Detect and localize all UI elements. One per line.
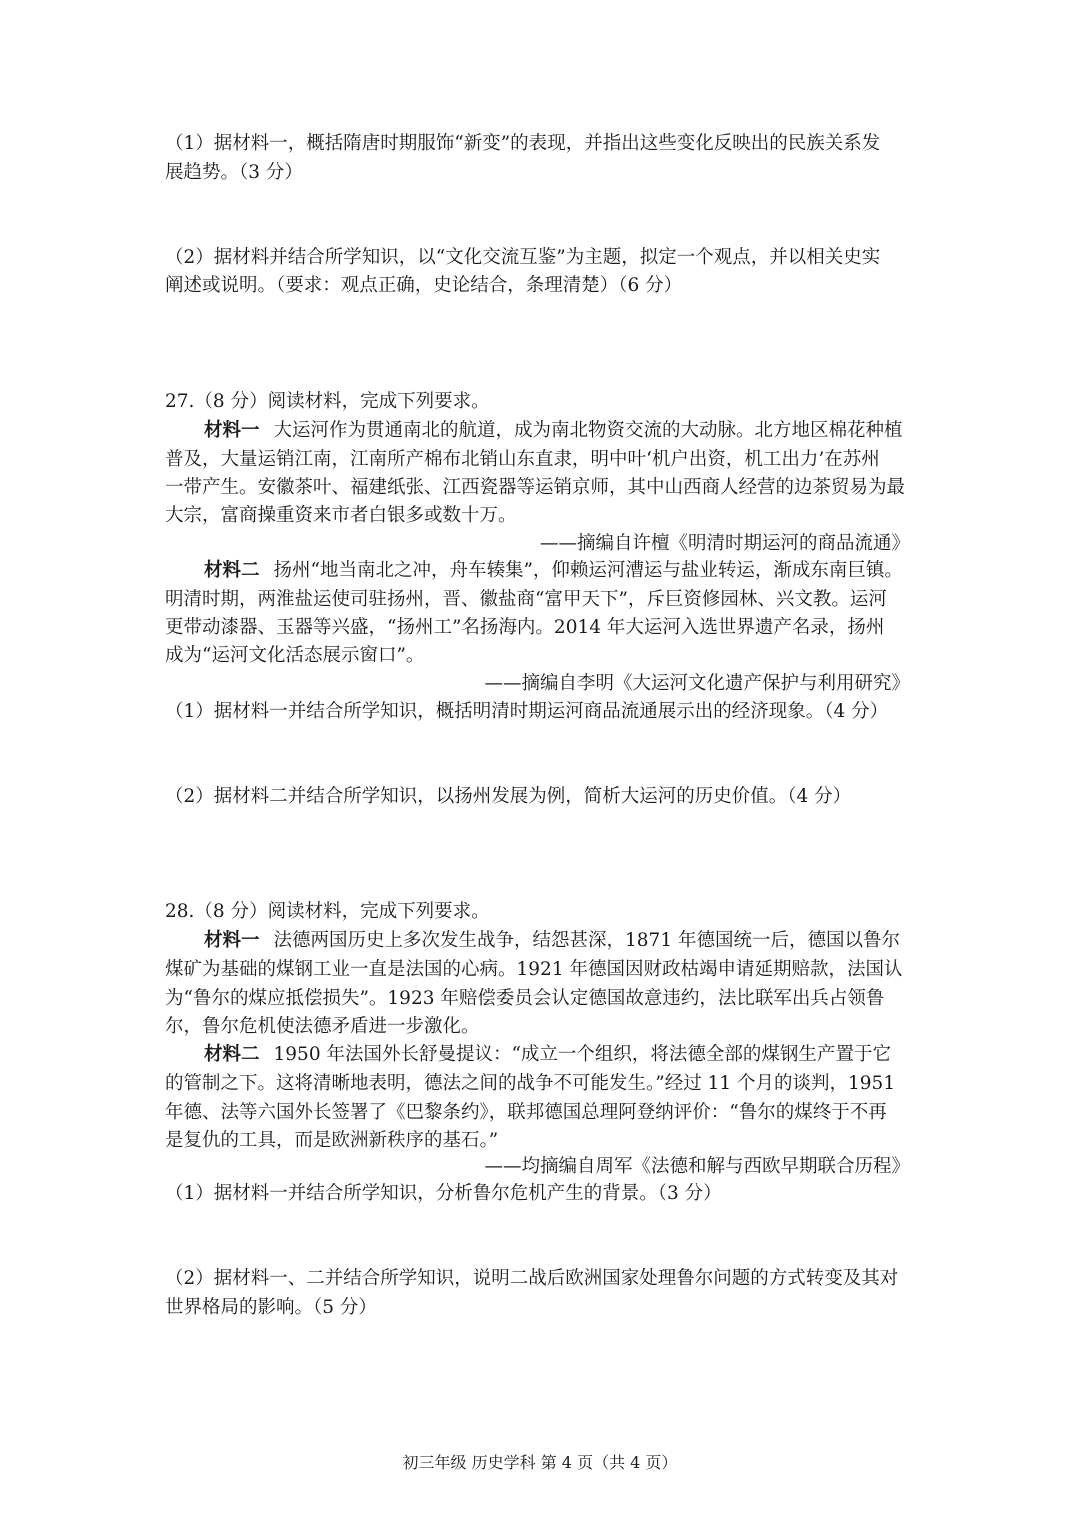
q27-material1-line3: 一带产生。安徽茶叶、福建纸张、江西瓷器等运销京师，其中山西商人经营的边茶贸易为最 bbox=[165, 477, 906, 498]
q27-material2-line2: 明清时期，两淮盐运使司驻扬州，晋、徽盐商“富甲天下”，斥巨资修园林、兴文教。运河 bbox=[165, 589, 887, 610]
q28-material2-line2: 的管制之下。这将清晰地表明，德法之间的战争不可能发生。”经过 11 个月的谈判，1951 bbox=[165, 1073, 896, 1094]
q27-heading: 27.（8 分）阅读材料，完成下列要求。 bbox=[165, 391, 490, 412]
q26-sub2-line1: （2）据材料并结合所学知识，以“文化交流互鉴”为主题，拟定一个观点，并以相关史实 bbox=[165, 247, 881, 268]
q28-source: ——均摘编自周军《法德和解与西欧早期联合历程》 bbox=[484, 1156, 910, 1177]
q27-material1-line2: 普及，大量运销江南，江南所产棉布北销山东直隶，明中叶‘机户出资，机工出力’在苏州 bbox=[165, 449, 880, 470]
q28-material2-label: 材料二 bbox=[204, 1044, 260, 1065]
q26-sub1-line1: （1）据材料一，概括隋唐时期服饰“新变”的表现，并指出这些变化反映出的民族关系发 bbox=[165, 133, 881, 154]
q27-material1-source: ——摘编自许檀《明清时期运河的商品流通》 bbox=[539, 533, 910, 554]
q28-material1-line2: 煤矿为基础的煤钢工业一直是法国的心病。1921 年德国因财政枯竭申请延期赔款，法国认 bbox=[165, 959, 903, 980]
q27-sub2: （2）据材料二并结合所学知识，以扬州发展为例，简析大运河的历史价值。（4 分） bbox=[165, 786, 852, 807]
page-footer: 初三年级 历史学科 第 4 页（共 4 页） bbox=[402, 1453, 678, 1472]
q28-heading: 28.（8 分）阅读材料，完成下列要求。 bbox=[165, 901, 490, 922]
q26-sub1-line2: 展趋势。（3 分） bbox=[165, 162, 303, 183]
q26-sub2-line2: 阐述或说明。（要求：观点正确，史论结合，条理清楚）（6 分） bbox=[165, 275, 683, 296]
q27-material2-line4: 成为“运河文化活态展示窗口”。 bbox=[165, 645, 425, 666]
q27-sub1: （1）据材料一并结合所学知识，概括明清时期运河商品流通展示出的经济现象。（4 分） bbox=[165, 701, 889, 722]
q27-material1-text: 大运河作为贯通南北的航道，成为南北物资交流的大动脉。北方地区棉花种植 bbox=[273, 420, 903, 441]
q28-material2-line1 bbox=[204, 1041, 891, 1069]
q28-material1-line3: 为“鲁尔的煤应抵偿损失”。1923 年赔偿委员会认定德国故意违约，法比联军出兵占领鲁 bbox=[165, 988, 885, 1009]
q28-material1-text: 法德两国历史上多次发生战争，结怨甚深，1871 年德国统一后，德国以鲁尔 bbox=[273, 930, 900, 951]
q27-material1-line4: 大宗，富商操重资来市者白银多或数十万。 bbox=[165, 505, 517, 526]
q28-material1-line4: 尔，鲁尔危机使法德矛盾进一步激化。 bbox=[165, 1016, 480, 1037]
q27-material2-label: 材料二 bbox=[204, 560, 260, 581]
q28-material1-label: 材料一 bbox=[204, 930, 260, 951]
q28-material2-text: 1950 年法国外长舒曼提议：“成立一个组织，将法德全部的煤钢生产置于它 bbox=[273, 1044, 891, 1065]
q28-material1-line1 bbox=[204, 927, 900, 955]
q27-material2-line1 bbox=[204, 557, 903, 585]
q27-material1-line1 bbox=[204, 417, 903, 445]
q28-material2-line4: 是复仇的工具，而是欧洲新秩序的基石。” bbox=[165, 1130, 499, 1151]
q28-sub1: （1）据材料一并结合所学知识，分析鲁尔危机产生的背景。（3 分） bbox=[165, 1183, 722, 1204]
q27-material1-label: 材料一 bbox=[204, 420, 260, 441]
q28-material2-line3: 年德、法等六国外长签署了《巴黎条约》，联邦德国总理阿登纳评价：“鲁尔的煤终于不再 bbox=[165, 1102, 887, 1123]
q28-sub2-line2: 世界格局的影响。（5 分） bbox=[165, 1297, 377, 1318]
q27-material2-line3: 更带动漆器、玉器等兴盛，“扬州工”名扬海内。2014 年大运河入选世界遗产名录，扬州 bbox=[165, 617, 885, 638]
q27-material2-text: 扬州“地当南北之冲，舟车辏集”，仰赖运河漕运与盐业转运，渐成东南巨镇。 bbox=[273, 560, 903, 581]
q27-material2-source: ——摘编自李明《大运河文化遗产保护与利用研究》 bbox=[484, 673, 910, 694]
q28-sub2-line1: （2）据材料一、二并结合所学知识，说明二战后欧洲国家处理鲁尔问题的方式转变及其对 bbox=[165, 1268, 899, 1289]
